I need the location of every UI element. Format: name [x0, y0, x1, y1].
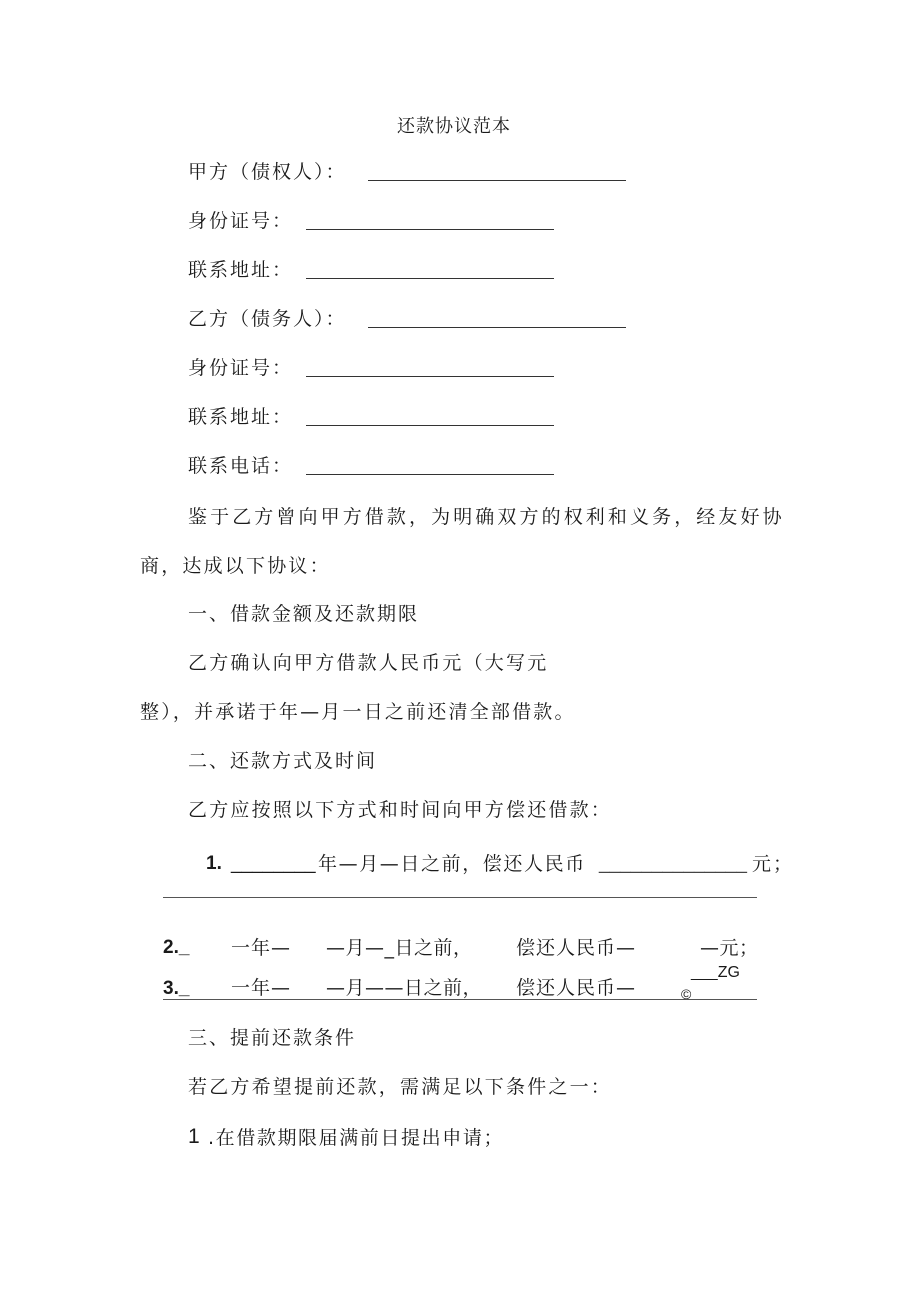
- party-a-id-label: 身份证号：: [188, 210, 294, 232]
- separator-line-2: [163, 999, 757, 1000]
- repayment-item2-end: —元；: [700, 937, 759, 959]
- party-b-phone-blank[interactable]: [306, 474, 554, 475]
- repayment-item3-number: 3._: [163, 978, 190, 999]
- repayment-item1-date-blank[interactable]: ________: [231, 853, 316, 874]
- section1-heading: 一、借款金额及还款期限: [188, 603, 420, 625]
- repayment-item1-amount-blank[interactable]: ______________: [599, 853, 747, 874]
- repayment-item3-month-day: —月——日之前，: [326, 977, 483, 999]
- preamble-line2: 商，达成以下协议：: [140, 555, 331, 577]
- party-a-address-blank[interactable]: [306, 278, 554, 279]
- party-a-label: 甲方（债权人）：: [188, 161, 347, 183]
- document-title: 还款协议范本: [397, 116, 511, 137]
- repayment-item1-text: 年—月—日之前，偿还人民币: [318, 853, 586, 875]
- repayment-item2-month-day: —月—_日之前，: [326, 937, 473, 959]
- party-a-blank[interactable]: [368, 180, 626, 181]
- party-b-id-blank[interactable]: [306, 376, 554, 377]
- party-b-phone-label: 联系电话：: [188, 455, 294, 477]
- section3-intro: 若乙方希望提前还款，需满足以下条件之一：: [188, 1076, 613, 1098]
- section2-heading: 二、还款方式及时间: [188, 750, 378, 772]
- section1-line2: 整），并承诺于年—月一日之前还清全部借款。: [140, 701, 576, 723]
- party-a-address-label: 联系地址：: [188, 259, 294, 281]
- separator-line-1: [163, 897, 757, 898]
- party-b-address-blank[interactable]: [306, 425, 554, 426]
- section1-line1: 乙方确认向甲方借款人民币元（大写元: [188, 652, 549, 674]
- repayment-item2-number: 2._: [163, 937, 190, 958]
- preamble-line1: 鉴于乙方曾向甲方借款，为明确双方的权利和义务，经友好协: [188, 506, 785, 528]
- section3-heading: 三、提前还款条件: [188, 1027, 357, 1049]
- condition-item1-number: 1: [188, 1125, 200, 1148]
- condition-item1-text: .在借款期限届满前日提出申请；: [208, 1127, 505, 1149]
- party-a-id-blank[interactable]: [306, 229, 554, 230]
- repayment-item3-year: 一年—: [231, 977, 292, 999]
- repayment-item2-year: 一年—: [231, 937, 292, 959]
- party-b-blank[interactable]: [368, 327, 626, 328]
- repayment-item3-mark: ___ZG: [691, 964, 740, 981]
- party-b-label: 乙方（债务人）：: [188, 308, 347, 330]
- repayment-item3-repay: 偿还人民币—: [516, 977, 637, 999]
- section2-intro: 乙方应按照以下方式和时间向甲方偿还借款：: [188, 799, 613, 821]
- party-b-address-label: 联系地址：: [188, 406, 294, 428]
- repayment-item1-number: 1.: [206, 853, 222, 874]
- repayment-item2-repay: 偿还人民币—: [516, 937, 637, 959]
- repayment-item1-end: 元；: [752, 853, 795, 875]
- copyright-icon: ©: [681, 986, 692, 1002]
- party-b-id-label: 身份证号：: [188, 357, 294, 379]
